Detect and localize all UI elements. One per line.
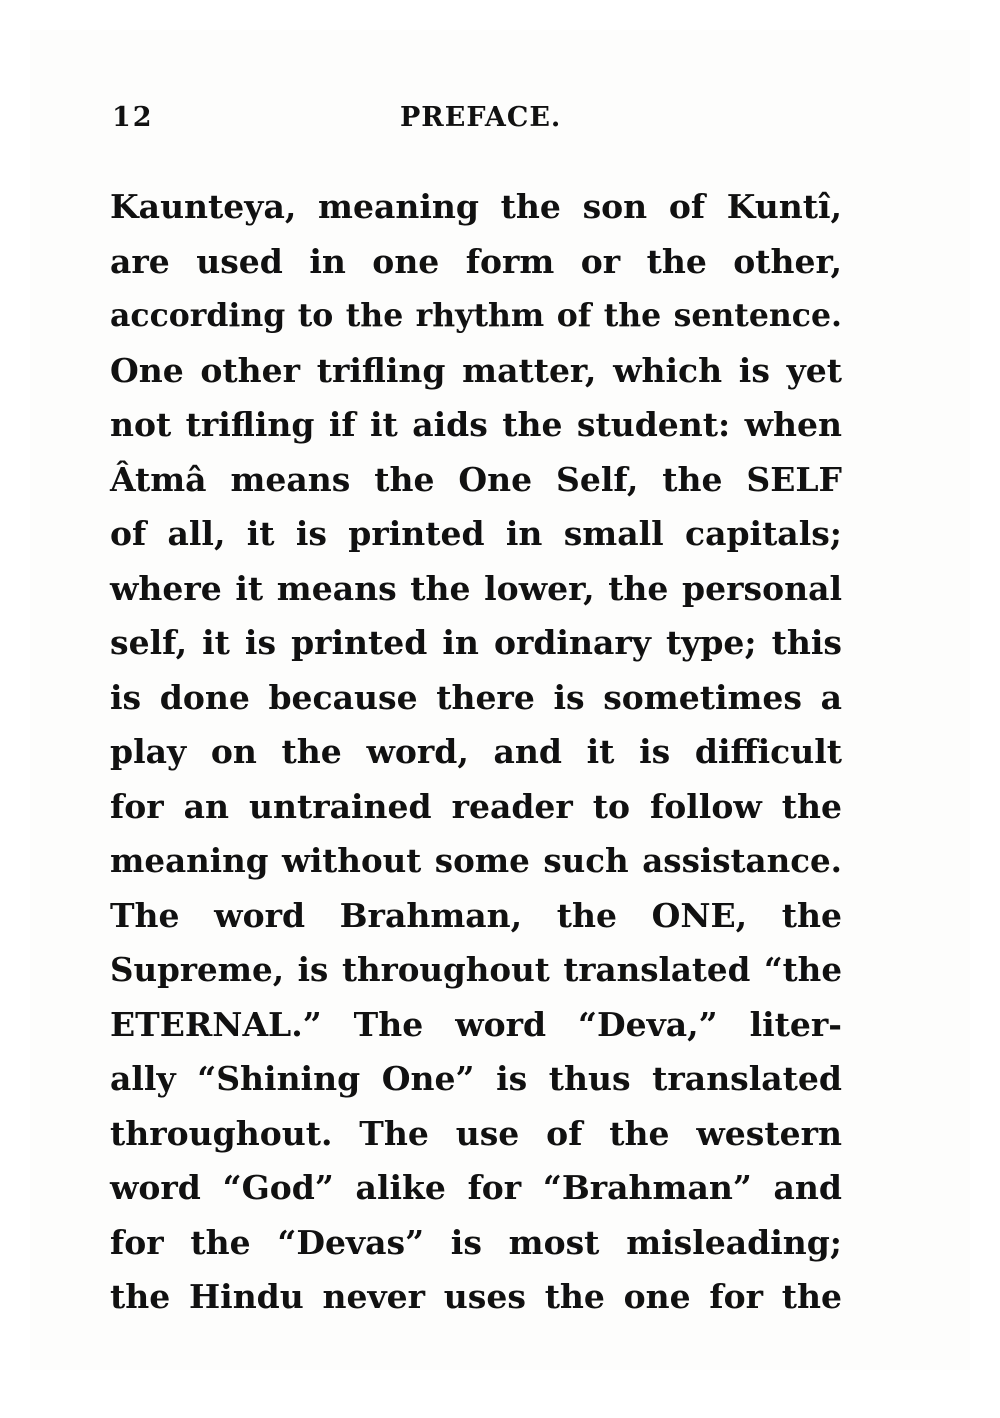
text-line: word “God” alike for “Brahman” and: [110, 1168, 842, 1207]
text-line: Supreme, is throughout translated “the: [110, 950, 842, 989]
text-line: not trifling if it aids the student: when: [110, 405, 842, 444]
text-line: Kaunteya, meaning the son of Kuntî,: [110, 187, 842, 226]
text-line: One other trifling matter, which is yet: [110, 350, 842, 390]
text-line: are used in one form or the other,: [110, 241, 842, 281]
page-number: 12: [112, 102, 154, 133]
text-line: is done because there is sometimes a: [110, 677, 842, 717]
text-line: Âtmâ means the One Self, the SELF: [110, 459, 842, 499]
text-line: ETERNAL.” The word “Deva,” liter-: [110, 1004, 842, 1044]
text-line: the Hindu never uses the one for the: [110, 1277, 842, 1316]
text-line: The word Brahman, the ONE, the: [110, 895, 842, 935]
text-line: for an untrained reader to follow the: [110, 786, 842, 826]
page-header: [110, 102, 840, 142]
running-head-title: PREFACE.: [400, 102, 562, 133]
text-line: according to the rhythm of the sentence.: [110, 297, 842, 334]
text-line: where it means the lower, the personal: [110, 568, 842, 608]
text-line: throughout. The use of the western: [110, 1113, 842, 1153]
body-text: [110, 180, 842, 1325]
text-line: for the “Devas” is most misleading;: [110, 1222, 842, 1262]
text-line: of all, it is printed in small capitals;: [110, 514, 842, 553]
text-line: ally “Shining One” is thus translated: [110, 1059, 842, 1098]
text-line: self, it is printed in ordinary type; this: [110, 623, 842, 662]
text-line: play on the word, and it is difficult: [110, 732, 842, 771]
text-line: meaning without some such assistance.: [110, 841, 842, 880]
